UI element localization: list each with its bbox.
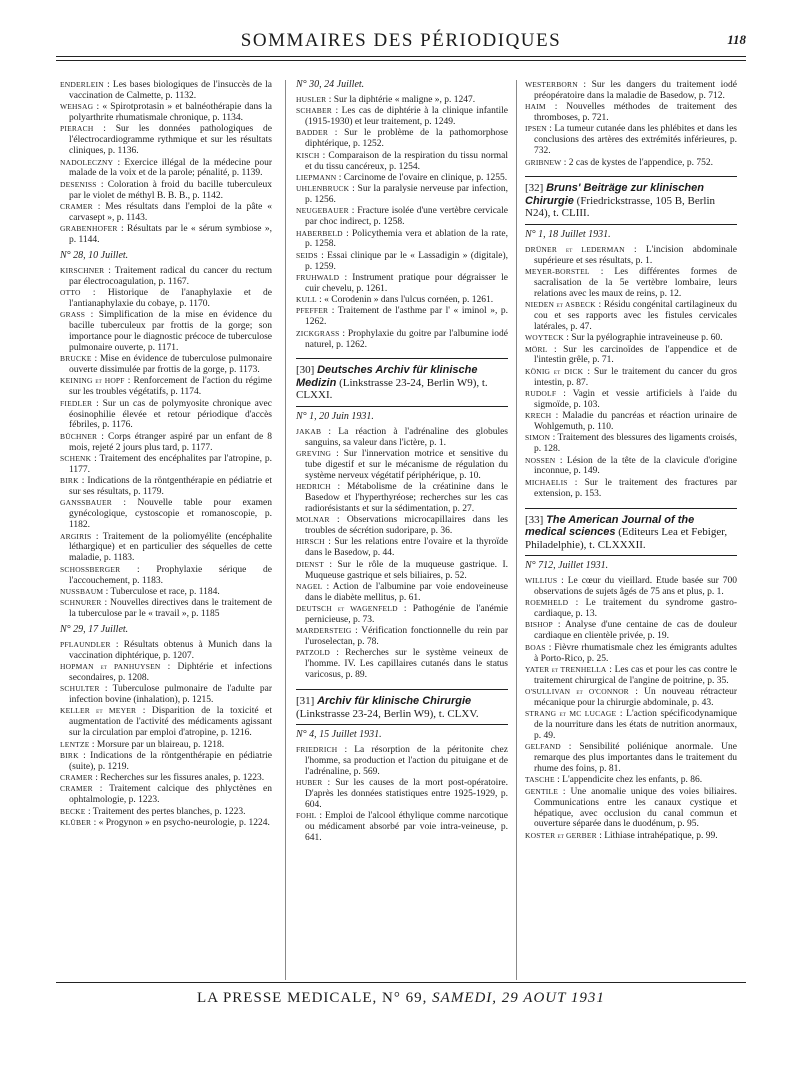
article-author: UHLENBRUCK [296, 184, 350, 194]
article-author: DIENST [296, 559, 324, 569]
article-text: : Renforcement de l'action du régime sur les troubles végétatifs, p. 1174. [69, 376, 272, 398]
journal-number: [32] [525, 182, 544, 195]
article-author: CRAMER [60, 773, 93, 783]
article-text: : Analyse d'une centaine de cas de douleur cardiaque en clientèle privée, p. 19. [534, 620, 737, 642]
article-entry [525, 787, 737, 831]
article-text: : Les différentes formes de sacralisation de la 5e vertèbre lombaire, leurs relations avec les maux de reins, p. 12. [534, 267, 737, 299]
article-entry [525, 267, 737, 300]
article-author: GENTILE [525, 786, 559, 796]
article-author: CRAMER [60, 201, 93, 211]
article-author: KOSTER et GERBER [525, 830, 597, 840]
article-author: ZICKGRASS [296, 328, 340, 338]
issue-heading: N° 4, 15 Juillet 1931. [296, 729, 382, 741]
article-entry [60, 807, 272, 818]
article-text: : Les cas et pour les cas contre le traitement chirurgical de l'angine de poitrine, p. 35. [534, 664, 738, 686]
article-entry [60, 354, 272, 376]
article-entry [525, 456, 737, 478]
column-middle [296, 80, 508, 844]
article-text: : La tumeur cutanée dans les phlébites et dans les conclusions des artères des extrémités inférieures, p. 732. [534, 124, 737, 157]
article-text: : Sur le problème de la pathomorphose diphtérique, p. 1252. [305, 128, 508, 150]
article-entry [296, 626, 508, 648]
article-entry [525, 831, 737, 842]
article-text: : Sur le traitement des fractures par extension, p. 153. [534, 477, 737, 499]
article-author: HOPMAN et PANHUYSEN [60, 662, 161, 672]
article-entry [60, 310, 272, 354]
article-text: : Observations microcapillaires dans les troubles de sécrétion sudoripare, p. 36. [305, 515, 508, 537]
journal-number: [31] [296, 695, 315, 708]
article-text: : Exercice illégal de la médecine pour malade de la voix et de la parole; pénalité, p. 1139. [69, 157, 272, 179]
article-text: : Sur la paralysie nerveuse par infection, p. 1256. [305, 184, 508, 206]
article-author: PFLAUNDLER [60, 639, 111, 649]
article-text: : Un nouveau rétracteur mécanique pour la chirurgie abdominale, p. 43. [534, 687, 737, 708]
article-author: KLÜBER [60, 817, 92, 827]
journal-heading [525, 176, 737, 225]
article-text: : Diphtérie et infections secondaires, p. 1208. [69, 662, 272, 683]
article-text: : Lésion de la tête de la clavicule d'origine inconnue, p. 149. [534, 455, 737, 477]
article-entry [525, 124, 737, 157]
article-text: : Sensibilité poliénique anormale. Une remarque des plus importantes dans le traitement du rhume des foins, p. 81. [534, 742, 737, 775]
article-author: HEDRICH [296, 482, 331, 492]
article-entry [296, 329, 508, 351]
article-author: BISHOP [525, 620, 553, 630]
article-entry [60, 565, 272, 587]
article-author: DRÜNER et LEDERMAN [525, 244, 625, 254]
article-entry [525, 80, 737, 102]
article-entry [60, 587, 272, 598]
journal-heading [296, 358, 508, 407]
article-entry [60, 498, 272, 531]
article-author: SCHOSSBERGER [60, 564, 121, 574]
article-text: : « Spirotprotasin » et balnéothérapie dans la polyarthrite rhumatismale chronique, p. 1134. [69, 102, 272, 124]
article-author: PIERACH [60, 124, 94, 134]
page-title: SOMMAIRES DES PÉRIODIQUES [240, 30, 562, 51]
article-text: : Sur la diphtérie « maligne », p. 1247. [326, 94, 476, 105]
article-entry [296, 184, 508, 206]
article-author: HABERBELD [296, 228, 343, 238]
article-entry [296, 273, 508, 295]
article-text: : Recherches sur les fissures anales, p. 1223. [92, 773, 265, 784]
article-entry [525, 433, 737, 455]
article-author: ROEMHELD [525, 598, 569, 608]
article-entry [296, 582, 508, 604]
page-footer [56, 990, 746, 1007]
footer-rule [56, 982, 746, 983]
article-text: : L'action spécificodynamique de la nourriture dans les états de nutrition anormaux, p. 49. [534, 709, 737, 742]
article-text: : « Progynon » en psycho-neurologie, p. 1224. [91, 817, 270, 828]
article-author: SIMON [525, 433, 551, 443]
column-right [525, 80, 737, 842]
article-author: SEIDS [296, 250, 318, 260]
article-text: : Coloration à froid du bacille tuberculeux par le violet de méthyl B. B. B., p. 1142. [69, 179, 272, 201]
article-text: : Simplification de la mise en évidence du bacille tuberculeux par frottis de la gorge; son importance pour le diagnostic précoce de tuberculose pulmonaire ouverte, p. 1171. [69, 310, 272, 353]
article-author: KÖNIG et DICK [525, 366, 584, 376]
article-entry [296, 295, 508, 306]
article-text: : « Corodenin » dans l'ulcus cornéen, p. 1261. [316, 295, 494, 306]
article-author: GRABENHOFER [60, 224, 118, 234]
article-entry [296, 449, 508, 482]
article-text: : Sur les dangers du traitement iodé préopératoire dans la maladie de Basedow, p. 712. [534, 80, 737, 101]
article-text: : Mes résultats dans l'emploi de la pâte « carvasept », p. 1143. [69, 201, 272, 223]
article-author: HIRSCH [296, 537, 325, 547]
page-number: 118 [727, 32, 746, 47]
column-separator [516, 80, 517, 980]
article-text: : Corps étranger aspiré par un enfant de 8 mois, rejeté 2 jours plus tard, p. 1177. [69, 431, 272, 453]
article-entry [525, 775, 737, 786]
journal-title: The American Journal of the medical sciences [525, 513, 695, 539]
article-entry [525, 620, 737, 642]
article-text: : Le traitement du syndrome gastro-cardiaque, p. 13. [534, 598, 737, 620]
article-author: GRASS [60, 310, 86, 320]
article-text: : Résidu congénital cartilagineux du cou et ses rapports avec les fistules cervicales latérales, p. 47. [534, 300, 737, 332]
article-author: PATZOLD [296, 648, 331, 658]
article-entry [525, 333, 737, 344]
article-text: : Policythemia vera et ablation de la rate, p. 1258. [305, 228, 508, 250]
article-text: : 2 cas de kystes de l'appendice, p. 752. [561, 157, 713, 168]
article-author: RUDOLF [525, 388, 557, 398]
article-entry [60, 598, 272, 620]
article-author: WESTERBORN [525, 80, 578, 89]
issue-heading: N° 28, 10 Juillet. [60, 249, 129, 261]
article-entry [296, 206, 508, 228]
article-entry [60, 784, 272, 806]
article-entry [525, 665, 737, 687]
issue-heading: N° 1, 20 Juin 1931. [296, 410, 374, 422]
article-entry [60, 476, 272, 498]
article-text: : Résultats obtenus à Munich dans la vaccination diphtérique, p. 1207. [69, 639, 272, 661]
article-entry [60, 532, 272, 565]
article-text: : Maladie du pancréas et réaction urinaire de Wohlgemuth, p. 110. [534, 411, 737, 433]
header-rule-double [56, 60, 746, 61]
column-separator [285, 80, 286, 980]
article-entry [60, 432, 272, 454]
article-text: : Indications de la röntgenthérapie en pédiatrie (suite), p. 1219. [69, 750, 272, 772]
entries-list [525, 245, 737, 500]
article-author: BECKE [60, 806, 86, 816]
article-entry [60, 751, 272, 773]
article-author: HUSLER [296, 94, 327, 104]
article-entry [60, 454, 272, 476]
article-text: : Action de l'albumine par voie endoveineuse dans le diabète mellitus, p. 61. [305, 581, 508, 603]
article-text: : Prophylaxie sérique de l'accouchement, p. 1183. [69, 564, 272, 586]
article-author: BÜCHNER [60, 431, 98, 441]
article-text: : Recherches sur le système veineux de l'homme. IV. Les capillaires cutanés dans le status varicosus, p. 89. [305, 648, 508, 681]
article-entry [296, 128, 508, 150]
article-author: BADDER [296, 128, 329, 138]
article-entry [60, 180, 272, 202]
article-text: : Sur les relations entre l'ovaire et la thyroïde dans le Basedow, p. 44. [305, 537, 508, 559]
article-entry [525, 245, 737, 267]
article-entry [525, 367, 737, 389]
issue-heading: N° 712, Juillet 1931. [525, 560, 609, 572]
entries-list [60, 266, 272, 620]
article-text: : Historique de l'anaphylaxie et de l'antianaphylaxie du cobaye, p. 1170. [69, 288, 272, 309]
article-entry [525, 687, 737, 709]
article-text: : Vérification fonctionnelle du rein par l'uroselectan, p. 78. [305, 626, 508, 648]
entries-list [60, 640, 272, 829]
article-author: WOYTECK [525, 333, 564, 343]
article-entry [60, 684, 272, 706]
article-author: ARGIRIS [60, 531, 92, 541]
article-entry [296, 537, 508, 559]
entries-list [296, 95, 508, 351]
article-author: SCHABER [296, 106, 332, 116]
article-text: : Sur la pyélographie intraveineuse p. 60. [563, 333, 723, 344]
article-entry [525, 576, 737, 598]
article-author: JAKAB [296, 426, 322, 436]
article-author: FIEDLER [60, 398, 93, 408]
article-text: : L'appendicite chez les enfants, p. 86. [554, 775, 703, 786]
entries-list [296, 427, 508, 681]
article-entry [296, 745, 508, 778]
article-entry [60, 288, 272, 310]
article-text: : Traitement de la poliomyélite (encéphalite léthargique) et en particulier des séquelles de cette maladie, p. 1183. [69, 531, 272, 564]
article-author: MICHAELIS [525, 477, 568, 487]
article-text: : Résultats par le « sérum symbiose », p. 1144. [69, 224, 272, 246]
article-text: : Fracture isolée d'une vertèbre cervicale par choc indirect, p. 1258. [305, 206, 508, 228]
article-text: : Sur les données pathologiques de l'électrocardiogramme rythmique et sur les résultats cliniques, p. 1136. [69, 124, 272, 157]
article-author: KEINING et HOPF [60, 376, 125, 386]
article-author: KRECH [525, 411, 552, 421]
article-text: : Métabolisme de la créatinine dans le Basedow et l'hyperthyréose; recherches sur les cas radiorésistants et sur la sédimentation, p. 27. [305, 482, 508, 514]
article-text: : Les cas de diphtérie à la clinique infantile (1915-1930) et leur traitement, p. 1249. [305, 106, 508, 128]
entries-list [525, 80, 737, 168]
article-author: BIRK [60, 750, 79, 760]
article-entry [60, 399, 272, 432]
article-entry [296, 427, 508, 449]
article-entry [525, 102, 737, 124]
article-author: LIEPMANN [296, 172, 337, 182]
article-author: TASCHE [525, 775, 555, 785]
article-author: NADOLECZNY [60, 157, 114, 167]
article-text: : Lithiase intrahépatique, p. 99. [596, 830, 718, 841]
journal-details: (Linkstrasse 23-24, Berlin W9), t. CLXV. [296, 707, 479, 720]
article-author: GANSSBAUER [60, 498, 113, 508]
article-author: FRIEDRICH [296, 745, 338, 755]
header-rule [56, 56, 746, 57]
article-entry [60, 202, 272, 224]
article-entry [296, 251, 508, 273]
article-text: : Sur les causes de la mort post-opératoire. D'après les données statistiques entre 1925-1929, p. 604. [305, 778, 508, 811]
article-author: DESENISS [60, 179, 97, 189]
issue-heading: N° 30, 24 Juillet. [296, 79, 365, 90]
article-entry [296, 306, 508, 328]
article-entry [296, 515, 508, 537]
article-text: : Prophylaxie du goitre par l'albumine iodé naturel, p. 1262. [305, 328, 508, 350]
article-author: DEUTSCH et WAGENFELD [296, 604, 398, 614]
article-entry [60, 818, 272, 829]
article-entry [296, 229, 508, 251]
article-entry [296, 560, 508, 582]
article-author: CRAMER [60, 784, 93, 794]
journal-title: Bruns' Beiträge zur klinischen Chirurgie [525, 182, 704, 207]
article-text: : Comparaison de la respiration du tissu normal et du tissu cancéreux, p. 1254. [305, 150, 508, 172]
article-author: NIEDEN et ASBECK [525, 300, 596, 310]
journal-number: [30] [296, 364, 315, 377]
article-text: : Nouvelles directives dans le traitement de la tuberculose par le « travail », p. 1185 [69, 598, 272, 620]
article-text: : Nouvelle table pour examen gynécologique, cystoscopie et romanoscopie, p. 1182. [69, 498, 272, 531]
article-entry [296, 173, 508, 184]
article-author: WEHSAG [60, 102, 94, 112]
article-text: : Fièvre rhumatismale chez les émigrants adultes à Porto-Rico, p. 25. [534, 642, 737, 664]
article-entry [296, 95, 508, 106]
article-author: KELLER et MEYER [60, 706, 137, 716]
issue-heading: N° 29, 17 Juillet. [60, 623, 129, 635]
article-author: STRANG et MC LUCAGE [525, 709, 617, 719]
article-entry [525, 709, 737, 742]
article-author: LENTZE [60, 739, 90, 749]
article-author: GREVING [296, 449, 332, 459]
journal-title: Archiv für klinische Chirurgie [317, 695, 472, 708]
article-text: : Sur un cas de polymyosite chronique avec éosinophilie élevée et retour périodique d'accès fébriles, p. 1176. [69, 398, 272, 431]
article-text: : L'incision abdominale supérieure et ses résultats, p. 1. [534, 244, 737, 266]
article-author: SCHENK [60, 453, 92, 463]
article-author: MEYER-BORSTEL [525, 267, 590, 277]
article-author: PFEFFER [296, 306, 329, 316]
article-text: : Morsure par un blaireau, p. 1218. [89, 739, 225, 750]
article-author: NUSSBAUM [60, 586, 104, 596]
article-author: FRUHWALD [296, 272, 340, 282]
article-author: NEUGEBAUER [296, 206, 349, 216]
journal-details: (Editeurs Lea et Febiger, Philadelphie), t. CLXXXII. [525, 526, 728, 551]
article-text: : Le cœur du vieillard. Etude basée sur 700 observations de sujets âgés de 75 ans et plus, p. 1. [534, 575, 737, 597]
article-entry [296, 778, 508, 811]
article-entry [60, 124, 272, 157]
article-entry [60, 266, 272, 288]
article-text: : Emploi de l'alcool éthylique comme narcotique ou médicament absorbé par voie intra-veineuse, p. 641. [305, 811, 508, 844]
article-entry [525, 345, 737, 367]
article-text: : Carcinome de l'ovaire en clinique, p. 1255. [336, 172, 508, 183]
article-entry [60, 224, 272, 246]
article-text: : Disparition de la toxicité et augmentation de l'activité des médicaments agissant sur la circulation par emploi d'atropine, p. 1216. [69, 706, 272, 739]
article-entry [296, 648, 508, 681]
article-entry [296, 151, 508, 173]
article-text: : Mise en évidence de tuberculose pulmonaire ouverte dissimulée par frottis de la gorge, p. 1173. [69, 354, 272, 376]
entries-list [60, 80, 272, 246]
article-text: : Sur les carcinoïdes de l'appendice et de l'intestin grêle, p. 71. [534, 344, 737, 366]
article-entry [525, 742, 737, 775]
article-text: : Sur le traitement du cancer du gros intestin, p. 87. [534, 366, 737, 388]
article-entry [525, 478, 737, 500]
article-author: BRUCKE [60, 354, 92, 364]
article-author: HAIM [525, 102, 546, 112]
article-text: : Les bases biologiques de l'insuccès de la vaccination de Calmette, p. 1132. [69, 80, 272, 101]
article-author: NOSSEN [525, 455, 556, 465]
article-text: : Traitement des encéphalites par l'atropine, p. 1177. [69, 453, 272, 475]
entries-list [525, 576, 737, 842]
article-entry [60, 80, 272, 102]
article-entry [525, 411, 737, 433]
page-header [56, 30, 746, 52]
article-author: KISCH [296, 150, 320, 160]
article-entry [525, 300, 737, 333]
article-author: MOLNAR [296, 515, 330, 525]
article-entry [296, 106, 508, 128]
entries-list [296, 745, 508, 844]
article-author: FOHL [296, 811, 317, 821]
article-text: : Traitement des blessures des ligaments croisés, p. 128. [534, 433, 737, 455]
journal-details: (Linkstrasse 23-24, Berlin W9), t. CLXXI. [296, 376, 488, 402]
article-entry [60, 740, 272, 751]
article-text: : Traitement des pertes blanches, p. 1223. [85, 806, 246, 817]
article-entry [525, 643, 737, 665]
article-text: : Nouvelles méthodes de traitement des thromboses, p. 721. [534, 102, 737, 124]
article-entry [525, 158, 737, 169]
article-author: BIRK [60, 476, 79, 486]
article-author: BOAS [525, 642, 546, 652]
article-author: O'SULLIVAN et O'CONNOR [525, 687, 629, 696]
footer-publication: LA PRESSE MEDICALE, N° 69, [197, 990, 433, 1006]
article-text: : Tuberculose pulmonaire de l'adulte par infection bovine (inhalation), p. 1215. [69, 684, 272, 706]
journal-heading [296, 689, 508, 725]
article-text: : Traitement de l'asthme par l' « iminol », p. 1262. [305, 306, 508, 328]
article-text: : Vagin et vessie artificiels à l'aide du sigmoïde, p. 103. [534, 388, 737, 410]
article-author: GRIBNEW [525, 157, 562, 167]
article-entry [296, 811, 508, 844]
article-author: ENDERLEIN [60, 80, 104, 89]
journal-details: (Friedrickstrasse, 105 B, Berlin N24), t. CLIII. [525, 194, 716, 220]
article-author: MÖRL [525, 344, 548, 354]
article-entry [525, 389, 737, 411]
article-entry [60, 640, 272, 662]
article-entry [296, 482, 508, 515]
article-text: : Sur l'innervation motrice et sensitive du tube digestif et sur le mécanisme de régulation du système nerveux végétatif périphérique, p. 10. [305, 449, 508, 481]
article-author: MARDERSTEIG [296, 626, 352, 636]
article-author: YATER et TRENHELLA [525, 664, 607, 674]
article-author: SCHULTER [60, 684, 100, 694]
article-author: NAGEL [296, 581, 323, 591]
article-text: : Tuberculose et race, p. 1184. [103, 586, 220, 597]
journal-title: Deutsches Archiv für klinische Medizin [296, 364, 478, 389]
article-author: WILLIUS [525, 575, 558, 585]
article-entry [60, 376, 272, 398]
article-author: OTTO [60, 288, 81, 298]
article-text: : Sur le rôle de la muqueuse gastrique. I. Muqueuse gastrique et sels biliaires, p. 52. [305, 559, 508, 581]
article-author: KIRSCHNER [60, 265, 105, 275]
article-text: : Traitement calcique des phlyctènes en ophtalmologie, p. 1223. [69, 784, 272, 806]
article-text: : La réaction à l'adrénaline des globules sanguins, sa valeur dans l'ictère, p. 1. [305, 426, 508, 448]
article-entry [525, 598, 737, 620]
article-author: HUBER [296, 778, 323, 788]
article-entry [60, 773, 272, 784]
article-text: : Pathogénie de l'anémie pernicieuse, p. 73. [305, 604, 508, 625]
article-entry [60, 662, 272, 684]
article-text: : Une anomalie unique des voies biliaires. Communications entre les canaux cystique et hépatique, avec occlusion du canal commun et ouverture séparée dans le duodénum, p. 95. [534, 786, 737, 830]
article-text: : Instrument pratique pour dégraisser le cuir chevelu, p. 1261. [305, 272, 508, 294]
article-entry [296, 604, 508, 626]
article-text: : La résorption de la péritonite chez l'homme, sa production et l'action du pituigane et de l'adrénaline, p. 569. [305, 745, 508, 777]
article-entry [60, 158, 272, 180]
article-author: IPSEN [525, 124, 547, 134]
article-entry [60, 706, 272, 739]
article-author: SCHNURER [60, 598, 102, 608]
column-left [60, 80, 272, 829]
article-text: : Indications de la röntgenthérapie en pédiatrie et sur ses résultats, p. 1179. [69, 476, 272, 498]
issue-heading: N° 1, 18 Juillet 1931. [525, 228, 611, 240]
journal-number: [33] [525, 513, 544, 526]
article-author: KULL [296, 295, 317, 305]
article-text: : Essai clinique par le « Lassadigin » (digitale), p. 1259. [305, 250, 508, 272]
article-author: GELFAND [525, 742, 561, 752]
footer-date: SAMEDI, 29 AOUT 1931 [432, 990, 605, 1006]
article-text: : Traitement radical du cancer du rectum par électrocoagulation, p. 1167. [69, 265, 272, 287]
article-entry [60, 102, 272, 124]
journal-heading [525, 508, 737, 557]
